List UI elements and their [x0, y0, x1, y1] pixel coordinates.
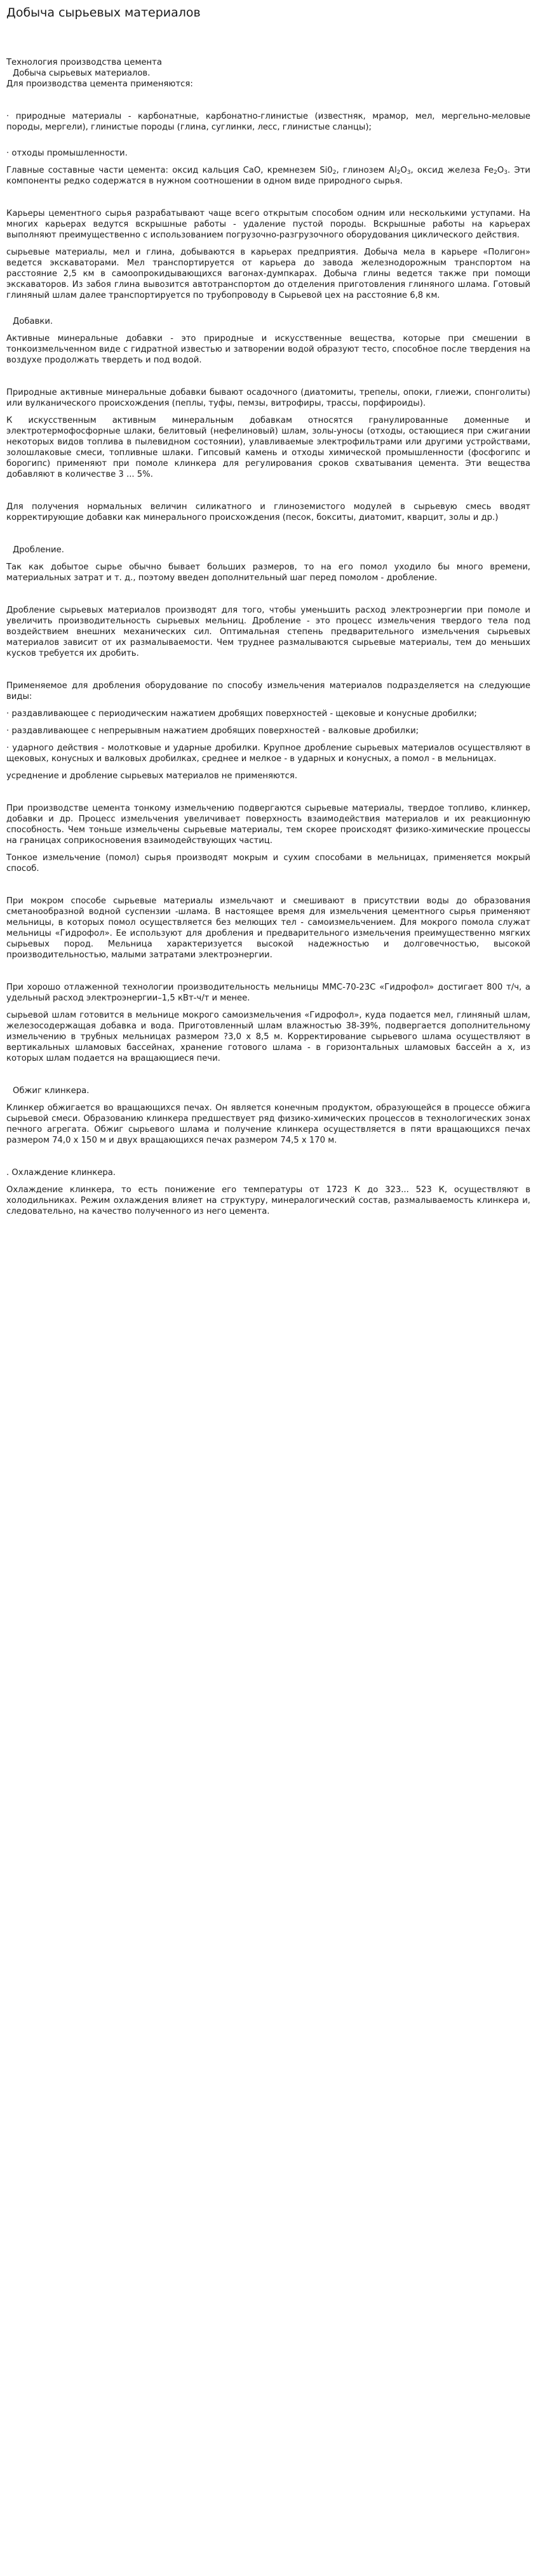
paragraph-crushing-process: Дробление сырьевых материалов производят для того, чтобы уменьшить расход электроэнергии при помоле и увеличить производительность сырьевых мельниц. Дробление - это процесс измельчения твердого тела под воздействием внешних механических сил. Оптимальная степень предварительного измельчения сырьевых материалов зависит от их размалываемости. Чем труднее размалываются сырьевые материалы, тем до меньших кусков требуется их дробить. — [6, 606, 530, 658]
list-item-jaw-cone: · раздавливающее с периодическим нажатием дробящих поверхностей - щековые и конусные дробилки; — [6, 709, 477, 719]
list-item-impact: · ударного действия - молотковые и ударные дробилки. Крупное дробление сырьевых материалов осуществляют в щековых, конусных и валковых дробилках, среднее и мелкое - в ударных и конусных, а помол - в мельницах. — [6, 743, 530, 764]
paragraph-industry-waste: · отходы промышленности. — [6, 149, 128, 158]
paragraph-hydrofol: При хорошо отлаженной технологии производительность мельницы ММС-70-23С «Гидрофол» достигает 800 т/ч, а удельный расход электроэнергии–1,5 кВт-ч/т и менее. — [6, 983, 530, 1003]
paragraph-chalk-clay: сырьевые материалы, мел и глина, добываются в карьерах предприятия. Добыча мела в карьере «Полигон» ведется экскаваторами. Мел транспортируется от карьера до завода железнодорожным транспортом на расстояние 2,5 км в самоопрокидывающихся вагонах-думпкарах. Добыча глины ведется также при помощи экскаваторов. Из забоя глина вывозится автотранспортом до отделения приготовления глиняного шлама. Готовый глиняный шлам далее транспортируется по трубопроводу в Сырьевой цех на расстояние 6,8 км. — [6, 248, 530, 300]
heading-crushing: Дробление. — [13, 545, 64, 555]
paragraph-firing: Клинкер обжигается во вращающихся печах. Он является конечным продуктом, образующейся в процессе обжига сырьевой смеси. Образованию клинкера предшествует ряд физико-химических процессов в технологических зонах печного агрегата. Обжиг сырьевого шлама и получение клинкера осуществляется в пяти вращающихся печах размером 74,0 х 150 м и двух вращающихся печах размером 74,5 х 170 м. — [6, 1103, 530, 1145]
heading-cooling: . Охлаждение клинкера. — [6, 1168, 116, 1178]
paragraph-averaging: усреднение и дробление сырьевых материалов не применяются. — [6, 771, 298, 781]
paragraph-intro: Для производства цемента применяются: — [6, 79, 193, 89]
paragraph-active-additives: Активные минеральные добавки - это природные и искусственные вещества, которые при смешении в тонкоизмельченном виде с гидратной известью и затворении водой образуют тесто, способное после твердения на воздухе продолжать твердеть и под водой. — [6, 334, 530, 365]
paragraph-technology: Технология производства цемента — [6, 58, 162, 67]
paragraph-wet-dry: Тонкое измельчение (помол) сырья производят мокрым и сухим способами в мельницах, применяется мокрый способ. — [6, 853, 530, 873]
paragraph-crushing-intro: Так как добытое сырье обычно бывает больших размеров, то на его помол уходило бы много времени, материальных затрат и т. д., поэтому введен дополнительный шаг перед помолом - дробление. — [6, 562, 530, 583]
paragraph-fine-grinding: При производстве цемента тонкому измельчению подвергаются сырьевые материалы, твердое топливо, клинкер, добавки и др. Процесс измельчения увеличивает поверхность взаимодействия материалов и их реакционную способность. Чем тоньше измельчены сырьевые материалы, тем скорее происходят физико-химические процессы на границах соприкосновения взаимодействующих частиц. — [6, 804, 530, 846]
paragraph-quarries: Карьеры цементного сырья разрабатывают чаще всего открытым способом одним или несколькими уступами. На многих карьерах ведутся вскрышные работы - удаление пустой породы. Вскрышные работы на карьерах выполняют преимущественно с использованием погрузочно-разгрузочного оборудования циклического действия. — [6, 209, 530, 240]
document-body — [6, 57, 530, 1217]
paragraph-components: Главные составные части цемента: оксид кальция CaO, кремнезем $Si0_2$, глинозем $Al_2O_3$, оксид железа $Fe_2O_3$. Эти компоненты редко содержатся в нужном соотношении в одном виде природного сырья. — [6, 166, 530, 186]
list-item-roller: · раздавливающее с непрерывным нажатием дробящих поверхностей - валковые дробилки; — [6, 726, 419, 736]
paragraph-equipment-types: Применяемое для дробления оборудование по способу измельчения материалов подразделяется на следующие виды: — [6, 681, 530, 701]
heading-additives: Добавки. — [13, 317, 53, 326]
heading-firing: Обжиг клинкера. — [13, 1086, 90, 1096]
paragraph-modules: Для получения нормальных величин силикатного и глиноземистого модулей в сырьевую смесь вводят корректирующие добавки как минерального происхождения (песок, бокситы, диатомит, кварцит, золы и др.) — [6, 502, 530, 522]
document-page — [0, 0, 538, 1217]
page-title: Добыча сырьевых материалов — [6, 6, 201, 20]
paragraph-artificial-additives: К искусственным активным минеральным добавкам относятся гранулированные доменные и электротермофосфорные шлаки, белитовый (нефелиновый) шлам, золы-уносы (отходы, остающиеся при сжигании некоторых видов топлива в пылевидном состоянии), улавливаемые электрофильтрами или другими устройствами, золошлаковые смеси, топливные шлаки. Гипсовый камень и отходы химической промышленности (фосфогипс и борогипс) применяют при помоле клинкера для регулирования сроков схватывания цемента. Эти вещества добавляют в количестве 3 ... 5%. — [6, 416, 530, 479]
paragraph-cooling: Охлаждение клинкера, то есть понижение его температуры от 1723 К до 323... 523 К, осуществляют в холодильниках. Режим охлаждения влияет на структуру, минералогический состав, размалываемость клинкера и, следовательно, на качество полученного из него цемента. — [6, 1185, 530, 1216]
paragraph-natural-materials: · природные материалы - карбонатные, карбонатно-глинистые (известняк, мрамор, мел, мергельно-меловые породы, мергели), глинистые породы (глина, суглинки, лесс, глинистые сланцы); — [6, 112, 530, 132]
paragraph-subtitle: Добыча сырьевых материалов. — [13, 69, 151, 78]
paragraph-slurry: сырьевой шлам готовится в мельнице мокрого самоизмельчения «Гидрофол», куда подается мел, глиняный шлам, железосодержащая добавка и вода. Приготовленный шлам влажностью 38-39%, подвергается дополнительному измельчению в трубных мельницах размером ?3,0 х 8,5 м. Корректирование сырьевого шлама осуществляют в вертикальных шламовых бассейнах, хранение готового шлама - в горизонтальных шламовых бассейн а х, из которых шлам подается на вращающиеся печи. — [6, 1011, 530, 1063]
paragraph-wet-method: При мокром способе сырьевые материалы измельчают и смешивают в присутствии воды до образования сметанообразной водной суспензии -шлама. В настоящее время для измельчения цементного сырья применяют мельницы, в которых помол осуществляется без мелющих тел - самоизмельчением. Для мокрого помола служат мельницы «Гидрофол». Ее используют для дробления и предварительного измельчения преимущественно мягких сырьевых пород. Мельница характеризуется высокой надежностью и долговечностью, высокой производительностью, малыми затратами электроэнергии. — [6, 896, 530, 960]
paragraph-natural-additives: Природные активные минеральные добавки бывают осадочного (диатомиты, трепелы, опоки, глиежи, спонголиты) или вулканического происхождения (пеплы, туфы, пемзы, витрофиры, трассы, порфироиды). — [6, 388, 530, 408]
